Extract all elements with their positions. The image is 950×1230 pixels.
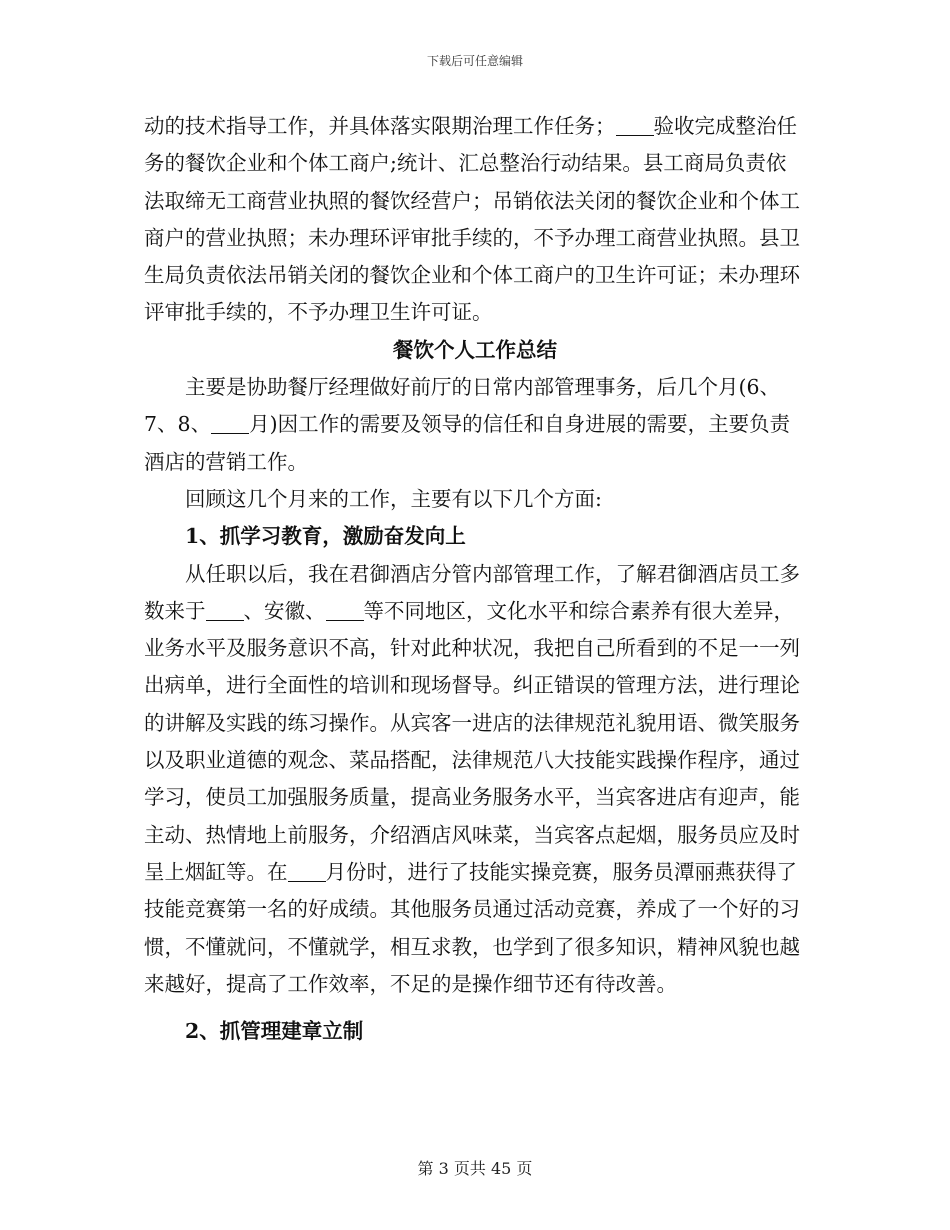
document-body	[144, 108, 806, 1050]
blank-underline	[206, 599, 244, 621]
page-number: 第 3 页共 45 页	[417, 1159, 533, 1178]
text-run: 、安徽、	[243, 598, 326, 623]
heading-1: 1、抓学习教育，激励奋发向上	[185, 524, 466, 549]
text-run: 等不同地区，文化水平和综合素养有很大差异，业务水平及服务意识不高，针对此种状况，我把自己所看到的不足一一列出病单，进行全面性的培训和现场督导。纠正错误的管理方法，进行理论的讲解及实践的练习操作。从宾客一进店的法律规范礼貌用语、微笑服务以及职业道德的观念、菜品搭配，法律规范八大技能实践操作程序，通过学习，使员工加强服务质量，提高业务服务水平，当宾客进店有迎声，能主动、热情地上前服务，介绍酒店风味菜，当宾客点起烟，服务员应及时呈上烟缸等。在	[144, 598, 800, 884]
text-run: 从任职以后，我在君御酒店分管内部管理工作，了解君御酒店员工多数来于	[144, 561, 800, 623]
paragraph-intro	[144, 369, 806, 481]
blank-underline	[211, 413, 249, 435]
blank-underline	[288, 860, 326, 882]
blank-underline	[616, 115, 654, 137]
heading-2: 2、抓管理建章立制	[185, 1019, 364, 1044]
text-run: 主要是协助餐厅经理做好前厅的日常内部管理事务，后几个月(6、7、8、	[144, 375, 781, 437]
paragraph-training	[144, 556, 806, 1004]
paragraph-review: 回顾这几个月来的工作，主要有以下几个方面:	[185, 486, 602, 511]
text-run: 动的技术指导工作，并具体落实限期治理工作任务；	[144, 114, 616, 138]
paragraph-continuation	[144, 108, 806, 332]
page-header-note: 下载后可任意编辑	[426, 54, 523, 68]
section-title: 餐饮个人工作总结	[393, 337, 557, 362]
text-run: 月份时，进行了技能实操竞赛，服务员潭丽燕获得了技能竞赛第一名的好成绩。其他服务员通过活动竞赛，养成了一个好的习惯，不懂就问，不懂就学，相互求教，也学到了很多知识，精神风貌也越来越好，提高了工作效率，不足的是操作细节还有待改善。	[144, 859, 800, 996]
blank-underline	[326, 599, 364, 621]
text-run: 验收完成整治任务的餐饮企业和个体工商户;统计、汇总整治行动结果。县工商局负责依法取缔无工商营业执照的餐饮经营户；吊销依法关闭的餐饮企业和个体工商户的营业执照；未办理环评审批手续的，不予办理工商营业执照。县卫生局负责依法吊销关闭的餐饮企业和个体工商户的卫生许可证；未办理环评审批手续的，不予办理卫生许可证。	[144, 114, 800, 325]
text-run: 月)因工作的需要及领导的信任和自身进展的需要，主要负责酒店的营销工作。	[144, 412, 791, 474]
